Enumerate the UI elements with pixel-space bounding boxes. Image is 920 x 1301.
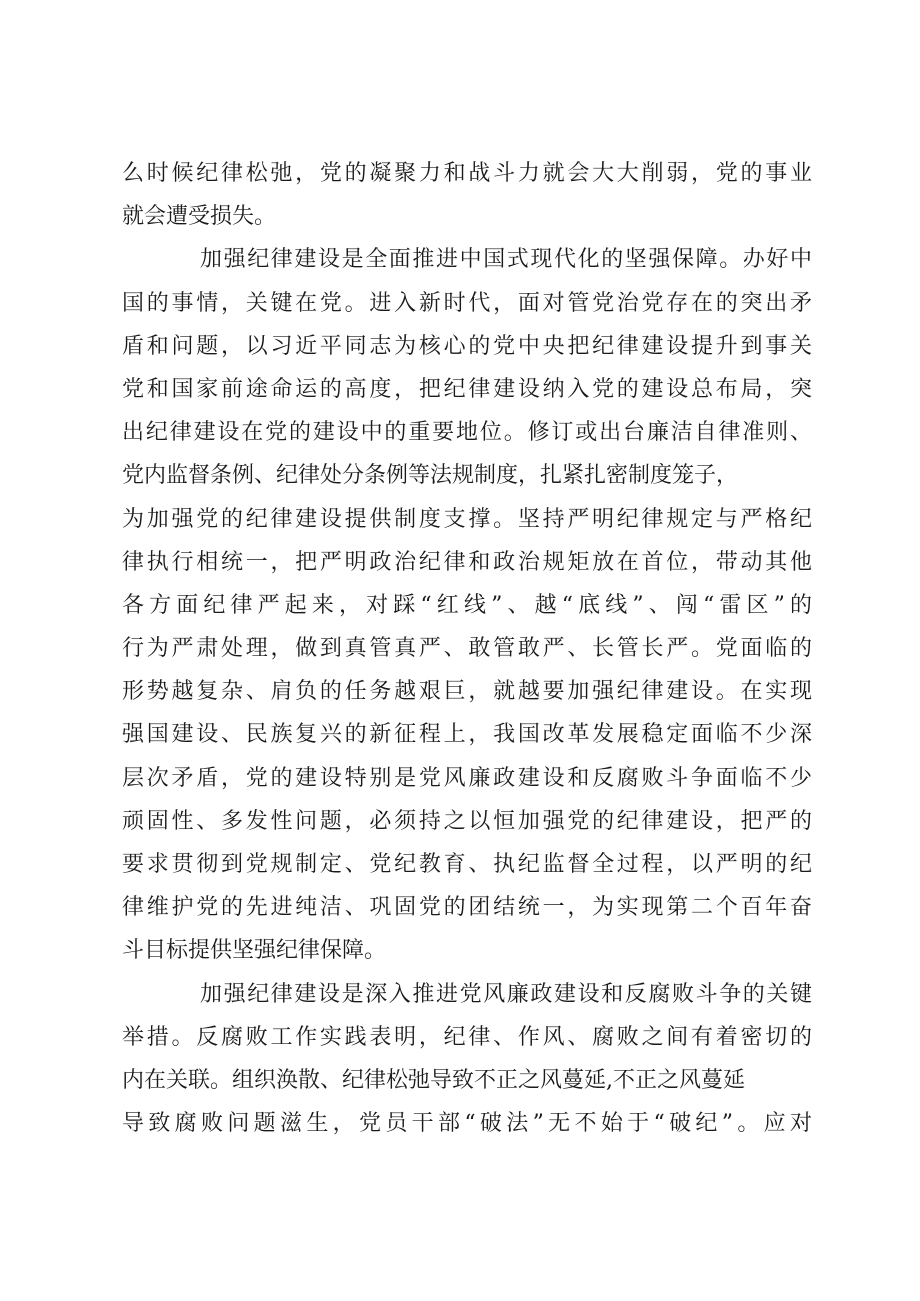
text-line: 内在关联。组织涣散、纪律松弛导致不正之风蔓延,不正之风蔓延 bbox=[122, 1067, 745, 1093]
text-line: 出纪律建设在党的建设中的重要地位。修订或出台廉洁自律准则、 bbox=[122, 420, 812, 446]
text-line: 党和国家前途命运的高度，把纪律建设纳入党的建设总布局，突 bbox=[122, 376, 812, 402]
text-line: 层次矛盾，党的建设特别是党风廉政建设和反腐败斗争面临不少 bbox=[122, 765, 812, 791]
text-line: 律执行相统一，把严明政治纪律和政治规矩放在首位，带动其他 bbox=[122, 549, 812, 575]
text-line: 各方面纪律严起来，对踩“红线”、越“底线”、闯“雷区”的 bbox=[122, 592, 812, 618]
body-text bbox=[122, 152, 812, 1145]
text-line: 加强纪律建设是深入推进党风廉政建设和反腐败斗争的关键 bbox=[200, 981, 812, 1007]
text-line: 斗目标提供坚强纪律保障。 bbox=[122, 938, 387, 964]
text-line: 加强纪律建设是全面推进中国式现代化的坚强保障。办好中 bbox=[200, 247, 812, 273]
text-line: 形势越复杂、肩负的任务越艰巨，就越要加强纪律建设。在实现 bbox=[122, 679, 812, 705]
text-line: 就会遭受损失。 bbox=[122, 204, 277, 230]
text-line: 顽固性、多发性问题，必须持之以恒加强党的纪律建设，把严的 bbox=[122, 808, 812, 834]
text-line: 党内监督条例、纪律处分条例等法规制度，扎紧扎密制度笼子， bbox=[122, 463, 739, 489]
text-line: 国的事情，关键在党。进入新时代，面对管党治党存在的突出矛 bbox=[122, 290, 812, 316]
text-line: 举措。反腐败工作实践表明，纪律、作风、腐败之间有着密切的 bbox=[122, 1024, 812, 1050]
paragraph-2 bbox=[122, 238, 812, 972]
text-line: 盾和问题，以习近平同志为核心的党中央把纪律建设提升到事关 bbox=[122, 333, 812, 359]
text-line: 律维护党的先进纯洁、巩固党的团结统一，为实现第二个百年奋 bbox=[122, 895, 812, 921]
text-line: 要求贯彻到党规制定、党纪教育、执纪监督全过程，以严明的纪 bbox=[122, 852, 812, 877]
text-line: 导致腐败问题滋生，党员干部“破法”无不始于“破纪”。应对 bbox=[122, 1111, 812, 1137]
paragraph-1 bbox=[122, 152, 812, 238]
paragraph-3 bbox=[122, 973, 812, 1146]
text-line: 么时候纪律松弛，党的凝聚力和战斗力就会大大削弱，党的事业 bbox=[122, 161, 812, 186]
text-line: 行为严肃处理，做到真管真严、敢管敢严、长管长严。党面临的 bbox=[122, 636, 812, 662]
text-line: 为加强党的纪律建设提供制度支撑。坚持严明纪律规定与严格纪 bbox=[122, 506, 812, 532]
text-line: 强国建设、民族复兴的新征程上，我国改革发展稳定面临不少深 bbox=[122, 722, 812, 748]
